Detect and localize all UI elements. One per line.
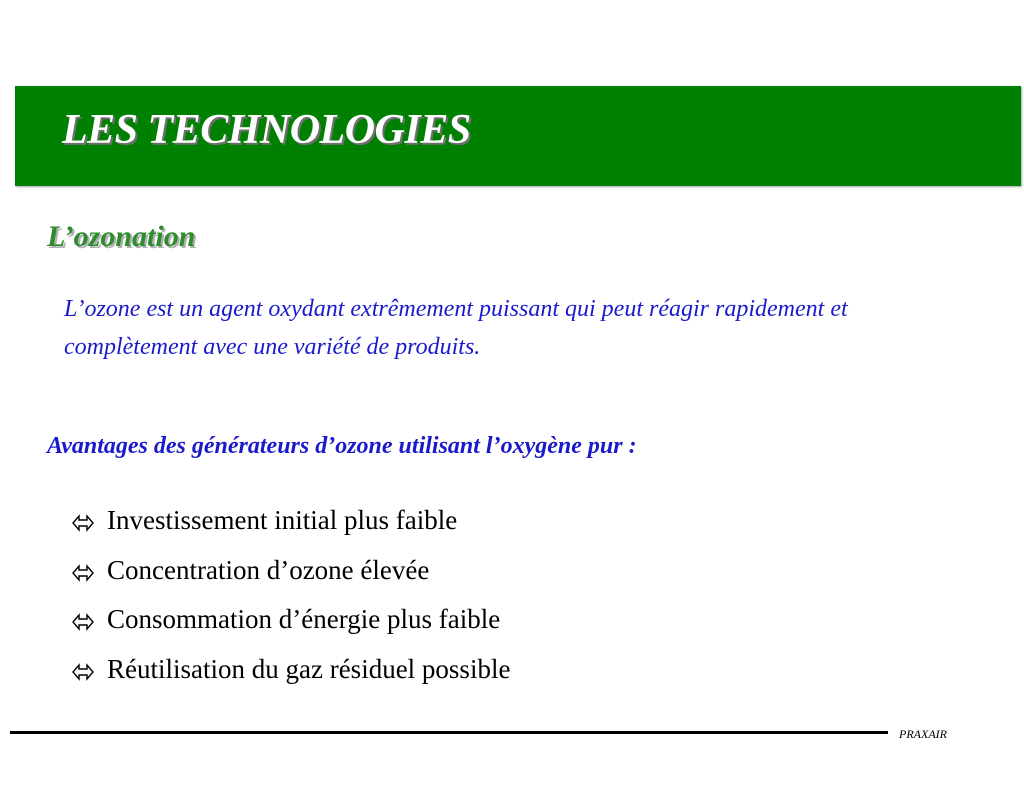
double-arrow-icon: [72, 662, 94, 682]
list-item: [72, 654, 510, 704]
page-title: LES TECHNOLOGIES: [62, 107, 471, 153]
advantages-heading: Avantages des générateurs d’ozone utilisant l’oxygène pur :: [47, 433, 637, 459]
double-arrow-icon: [72, 563, 94, 583]
list-item: [72, 505, 510, 555]
list-item: [72, 555, 510, 605]
double-arrow-icon: [72, 612, 94, 632]
list-item: [72, 604, 510, 654]
footer-brand: PRAXAIR: [899, 727, 947, 741]
list-item-label: Investissement initial plus faible: [107, 505, 458, 535]
list-item-label: Consommation d’énergie plus faible: [107, 604, 501, 634]
double-arrow-icon: [72, 513, 94, 533]
advantages-list: [72, 505, 510, 703]
footer-divider: [10, 731, 888, 734]
title-banner: [15, 86, 1021, 186]
section-title: L’ozonation: [47, 220, 196, 253]
intro-paragraph: L’ozone est un agent oxydant extrêmement puissant qui peut réagir rapidement et complètement avec une variété de produits.: [64, 296, 848, 360]
list-item-label: Réutilisation du gaz résiduel possible: [107, 653, 511, 684]
list-item-label: Concentration d’ozone élevée: [107, 554, 430, 585]
